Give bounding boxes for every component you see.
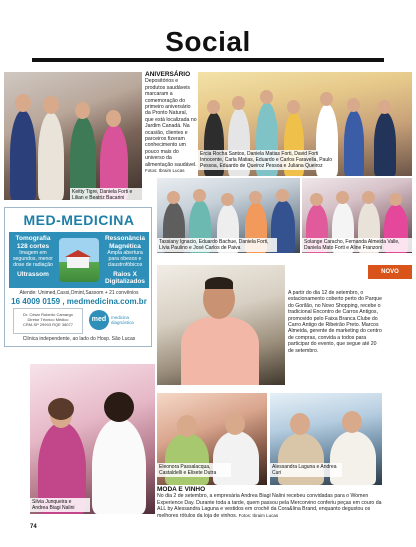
ad-doctor-box xyxy=(13,308,83,334)
ad-right-head: Ressonância Magnética xyxy=(104,235,146,250)
med-medicina-ad[interactable] xyxy=(4,207,152,347)
ad-footer: Clínica independente, ao lado do Hosp. São Lucas xyxy=(22,336,136,342)
caption-eleonora: Eleonora Passalacqua, Castaldelli e Elisete Dutra xyxy=(157,463,231,477)
page-title: Social xyxy=(165,26,251,57)
title-rule xyxy=(32,58,384,62)
med-logo: med xyxy=(89,310,109,330)
ad-phone[interactable]: 16 4009 0159 , medmedicina.com.br xyxy=(11,297,147,306)
novo-shopping-article xyxy=(288,290,382,354)
ad-left-body: Imagem em segundos, menor dose de radiação xyxy=(12,250,54,269)
ad-house-image xyxy=(59,238,99,282)
med-logo-subtitle: medicina diagnóstica xyxy=(111,315,134,325)
photo-eleonora-elisete xyxy=(157,393,267,485)
ad-right-body: Ampla abertura para obesos e claustrofóbicos xyxy=(107,250,143,269)
moda-heading: MODA E VINHO xyxy=(157,486,206,493)
novo-sign-label: NOVO xyxy=(381,269,399,275)
aniversario-credit: Fotos: Ibraim Lucas xyxy=(145,168,185,174)
moda-article xyxy=(157,487,383,519)
ad-doc-role: Diretor Técnico Médico xyxy=(27,317,69,322)
moda-credit: Fotos: Ibraim Lucas xyxy=(238,512,279,518)
ad-panel xyxy=(9,232,149,288)
caption-solange: Solange Caracho, Fernanda Almeida Valle, Daniela Mato Forti e Aline Franzoni xyxy=(302,238,412,252)
aniversario-heading: ANIVERSÁRIO xyxy=(145,71,191,78)
photo-alessandra-andrea xyxy=(270,393,382,485)
photo-silvia-andrea xyxy=(30,364,155,514)
moda-text xyxy=(157,493,383,519)
moda-body: No dia 2 de setembro, a empresária Andrea Biagi Nalini recebeu convidadas para o Women Experience Day. Durante toda a tarde, quem passou pela Mercorvino conferiu peças em couro da ALL by Alessandra Laguna e vestidos em crochê da Cora&lina Brand, enquanto degustou os melhores rótulos da loja de vinhos. xyxy=(157,493,382,519)
novo-sign xyxy=(368,265,412,279)
caption-alessandra: Alessandra Laguna e Andrea Curi xyxy=(270,463,342,477)
photo-group-2 xyxy=(198,72,412,176)
ad-attend: Atende: Unimed,Cassi,Omint,Sassom + 21 convênios xyxy=(19,290,139,296)
novo-shopping-text: A partir do dia 12 de setembro, o estacionamento coberto perto do Parque do Gorilão, no Novo Shopping, recebe o tradicional Encontro de Carros Antigos, promovido pelo Faixa Branca Clube do Carro Antigo de Ribeirão Preto. Marcos Almeida, gerente de marketing do centro de compras, convida a todos para participar do evento, que segue até 20 de setembro. xyxy=(288,290,383,354)
ad-title: MED-MEDICINA xyxy=(23,212,135,228)
ad-left-extra: Ultrassom xyxy=(17,270,49,278)
caption-ercia: Ercia Rocha Santos, Daniela Matias Forti, David Forti Innocente, Carla Matias, Eduardo e Carlos Faravella, Paulo Pessoa, Eduardo de Queiroz Pessoa e Juliana Queiroz xyxy=(198,150,338,170)
aniversario-article xyxy=(145,72,197,175)
caption-keitty: Keitty Tigre, Daniela Forti e Lilian e Beatriz Bacarini xyxy=(70,188,142,200)
photo-group-1 xyxy=(4,72,142,200)
caption-silvia: Silvia Junqueira e Andrea Biagi Nalini xyxy=(30,498,90,512)
photo-marcos xyxy=(157,265,285,385)
caption-tassiany: Tassiany Ignacio, Eduardo Bachue, Daniela Forti, Lívia Paulino e José Carlos de Paiva xyxy=(157,238,277,252)
ad-left-head: Tomografia 128 cortes xyxy=(15,235,51,250)
photo-group-3 xyxy=(157,178,300,253)
photo-group-4 xyxy=(302,178,412,253)
ad-right-extra: Raios X Digitalizados xyxy=(104,270,146,286)
ad-doc-name: Dr. César Roberto Camargo xyxy=(23,312,73,317)
aniversario-text: Depositórios e produtos saudáveis marcaram a comemoração do primeiro aniversário da Pronto Natural, que está localizada no Jardim Canadá. Na ocasião, clientes e parceiros fizeram conhecimento um pouco mais do universo da alimentação saudável. xyxy=(145,78,197,168)
page-number: 74 xyxy=(30,524,37,530)
ad-doc-crm: CRM-SP 29993 RQE 38077 xyxy=(23,322,73,327)
